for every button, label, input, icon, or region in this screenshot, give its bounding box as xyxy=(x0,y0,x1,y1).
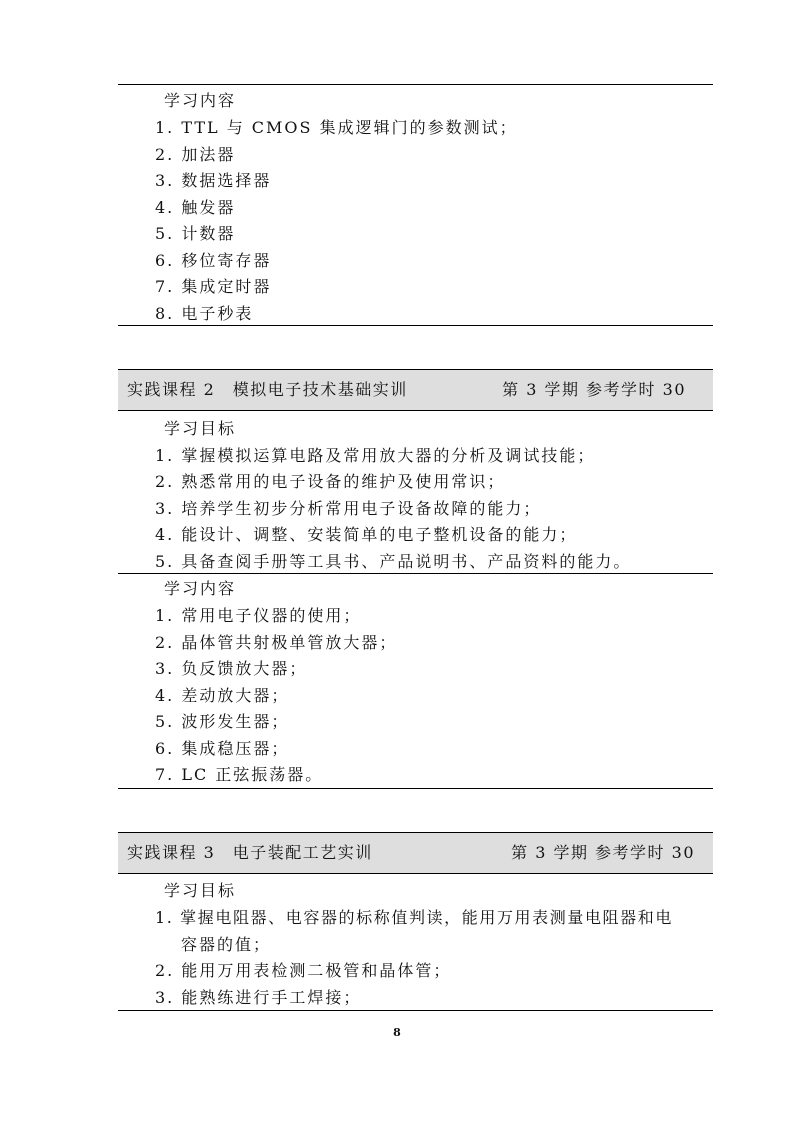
list-item: 2. 能用万用表检测二极管和晶体管； xyxy=(155,961,452,980)
course3-bottom-rule xyxy=(118,1010,713,1011)
list-item: 4. 差动放大器； xyxy=(155,686,290,705)
list-item: 4. 触发器 xyxy=(155,198,236,217)
list-item: 5. 波形发生器； xyxy=(155,712,290,731)
course2-title: 实践课程 2 模拟电子技术基础实训 xyxy=(127,380,408,399)
course2-divider xyxy=(118,573,713,574)
page-number: 8 xyxy=(393,1026,401,1039)
list-item: 1. 掌握电阻器、电容器的标称值判读，能用万用表测量电阻器和电 xyxy=(155,908,673,927)
course3-header xyxy=(118,832,713,874)
list-item: 3. 数据选择器 xyxy=(155,171,272,190)
course2-bottom-rule xyxy=(118,788,713,789)
list-item: 6. 集成稳压器； xyxy=(155,739,290,758)
table-top-rule xyxy=(118,84,713,85)
course3-meta: 第 3 学期 参考学时 30 xyxy=(511,843,695,862)
list-item: 8. 电子秒表 xyxy=(155,304,254,323)
list-item: 2. 晶体管共射极单管放大器； xyxy=(155,633,398,652)
course2-content-heading: 学习内容 xyxy=(164,579,237,598)
list-item: 2. 熟悉常用的电子设备的维护及使用常识； xyxy=(155,472,506,491)
section-heading-learning-content: 学习内容 xyxy=(164,91,237,110)
list-item-continuation: 容器的值； xyxy=(181,935,272,954)
list-item: 3. 能熟练进行手工焊接； xyxy=(155,988,362,1007)
list-item: 4. 能设计、调整、安装简单的电子整机设备的能力； xyxy=(155,525,578,544)
list-item: 1. TTL 与 CMOS 集成逻辑门的参数测试； xyxy=(155,118,518,137)
list-item: 5. 具备查阅手册等工具书、产品说明书、产品资料的能力。 xyxy=(155,552,632,571)
list-item: 2. 加法器 xyxy=(155,145,236,164)
course2-objectives-heading: 学习目标 xyxy=(164,419,237,438)
course3-objectives-heading: 学习目标 xyxy=(164,881,237,900)
list-item: 7. LC 正弦振荡器。 xyxy=(155,765,324,784)
list-item: 7. 集成定时器 xyxy=(155,277,272,296)
list-item: 1. 常用电子仪器的使用； xyxy=(155,606,362,625)
table-bottom-rule xyxy=(118,325,713,326)
course3-title: 实践课程 3 电子装配工艺实训 xyxy=(127,843,373,862)
list-item: 5. 计数器 xyxy=(155,224,236,243)
course2-meta: 第 3 学期 参考学时 30 xyxy=(502,380,686,399)
list-item: 3. 负反馈放大器； xyxy=(155,659,308,678)
list-item: 3. 培养学生初步分析常用电子设备故障的能力； xyxy=(155,499,542,518)
list-item: 6. 移位寄存器 xyxy=(155,251,272,270)
course2-header xyxy=(118,369,713,411)
list-item: 1. 掌握模拟运算电路及常用放大器的分析及调试技能； xyxy=(155,446,596,465)
